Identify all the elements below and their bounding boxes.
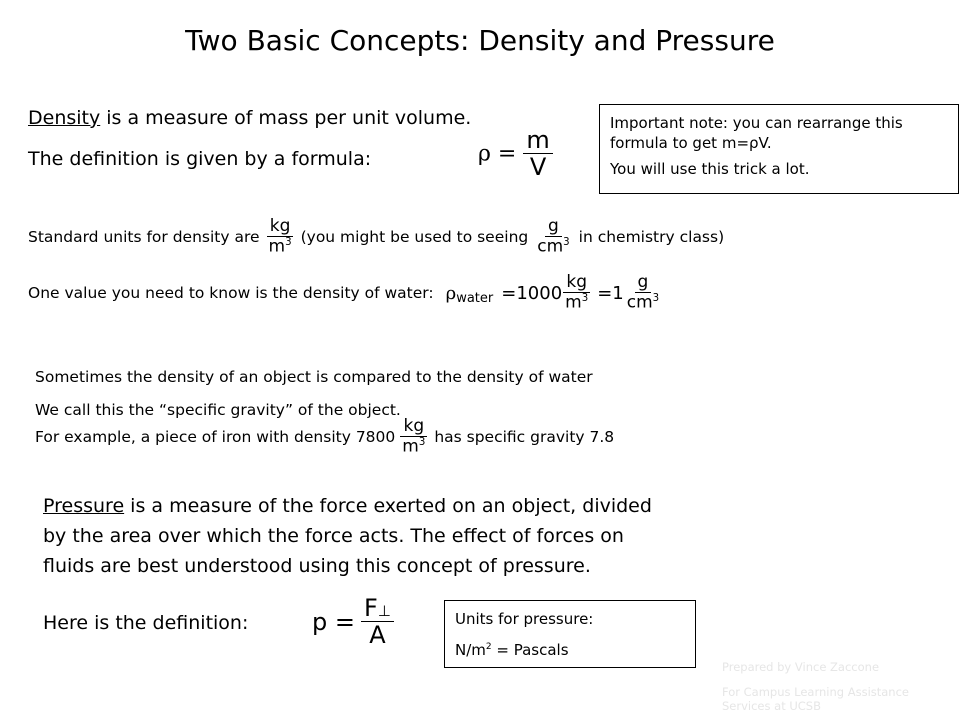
specific-gravity-line2: We call this the “specific gravity” of the object. <box>35 401 401 419</box>
units-middle: (you might be used to seeing <box>300 228 529 247</box>
water-eq1: =1000 <box>501 282 563 304</box>
important-note-line1: Important note: you can rearrange this formula to get m=ρV. <box>610 114 903 152</box>
important-note-box <box>599 104 959 194</box>
pressure-formula <box>312 596 394 649</box>
pressure-unit-exp: 2 <box>485 642 492 652</box>
pressure-formula-fraction <box>361 596 394 649</box>
pressure-line1-text: is a measure of the force exerted on an object, divided <box>124 495 652 517</box>
credit-author: Prepared by Vince Zaccone <box>722 660 880 674</box>
unit-kg: kg <box>267 218 294 237</box>
water-unit2-num: g <box>635 274 652 293</box>
density-formula-den: V <box>529 153 547 182</box>
rho-symbol: ρ <box>445 282 457 304</box>
iron-example-prefix: For example, a piece of iron with density 7800 <box>35 428 396 447</box>
pressure-unit-rest: = Pascals <box>491 641 569 659</box>
iron-unit-num: kg <box>400 418 427 437</box>
density-formula <box>478 128 553 181</box>
important-note-line2: You will use this trick a lot. <box>610 160 810 178</box>
density-definition-text: is a measure of mass per unit volume. <box>100 107 472 129</box>
pressure-formula-den: A <box>369 621 386 650</box>
density-definition <box>28 107 471 129</box>
specific-gravity-line3 <box>35 418 614 456</box>
units-prefix: Standard units for density are <box>28 228 260 247</box>
water-unit2-exp: 3 <box>652 292 660 304</box>
pressure-unit-base: N/m <box>455 641 486 659</box>
formula-intro: The definition is given by a formula: <box>28 148 372 170</box>
iron-example-suffix: has specific gravity 7.8 <box>434 428 615 447</box>
perpendicular-symbol: ⊥ <box>377 602 391 620</box>
unit-m-exp: 3 <box>285 236 292 248</box>
credit-organization: For Campus Learning Assistance Services at UCSB <box>722 685 909 713</box>
density-formula-lhs: ρ = <box>478 141 517 167</box>
standard-units-line <box>28 218 724 256</box>
unit-cm: cm <box>537 236 564 257</box>
water-unit1-den: m <box>565 292 582 313</box>
unit-g: g <box>545 218 562 237</box>
water-density-line <box>28 274 662 312</box>
water-unit2-den: cm <box>626 292 653 313</box>
pressure-term: Pressure <box>43 495 125 517</box>
pressure-line3: fluids are best understood using this concept of pressure. <box>43 555 591 577</box>
density-formula-num: m <box>523 128 552 154</box>
density-formula-fraction <box>523 128 552 181</box>
pressure-line2: by the area over which the force acts. The effect of forces on <box>43 525 624 547</box>
units-kg-per-m3 <box>266 218 295 256</box>
unit-m: m <box>268 236 286 257</box>
water-unit1-num: kg <box>563 274 590 293</box>
water-text: One value you need to know is the density of water: <box>28 284 434 303</box>
pressure-units-line1: Units for pressure: <box>455 610 594 628</box>
iron-density-unit <box>399 418 428 456</box>
pressure-definition-intro: Here is the definition: <box>43 612 249 634</box>
water-unit1-exp: 3 <box>581 292 589 304</box>
water-unit1 <box>562 274 591 312</box>
density-term: Density <box>28 107 101 129</box>
units-suffix: in chemistry class) <box>578 228 725 247</box>
rho-water <box>446 283 494 304</box>
iron-unit-exp: 3 <box>418 436 426 448</box>
pressure-units-box <box>444 600 696 668</box>
water-unit2 <box>624 274 662 312</box>
specific-gravity-line1: Sometimes the density of an object is compared to the density of water <box>35 368 593 386</box>
iron-unit-den: m <box>402 436 419 457</box>
pressure-formula-num: F <box>363 594 378 622</box>
rho-subscript: water <box>456 290 494 306</box>
page-title: Two Basic Concepts: Density and Pressure <box>185 24 775 57</box>
pressure-formula-lhs: p = <box>312 608 355 637</box>
pressure-units-line2 <box>455 637 695 660</box>
water-eq2: =1 <box>597 282 624 304</box>
pressure-line1 <box>43 495 652 517</box>
unit-cm-exp: 3 <box>563 236 570 248</box>
units-g-per-cm3 <box>534 218 572 256</box>
